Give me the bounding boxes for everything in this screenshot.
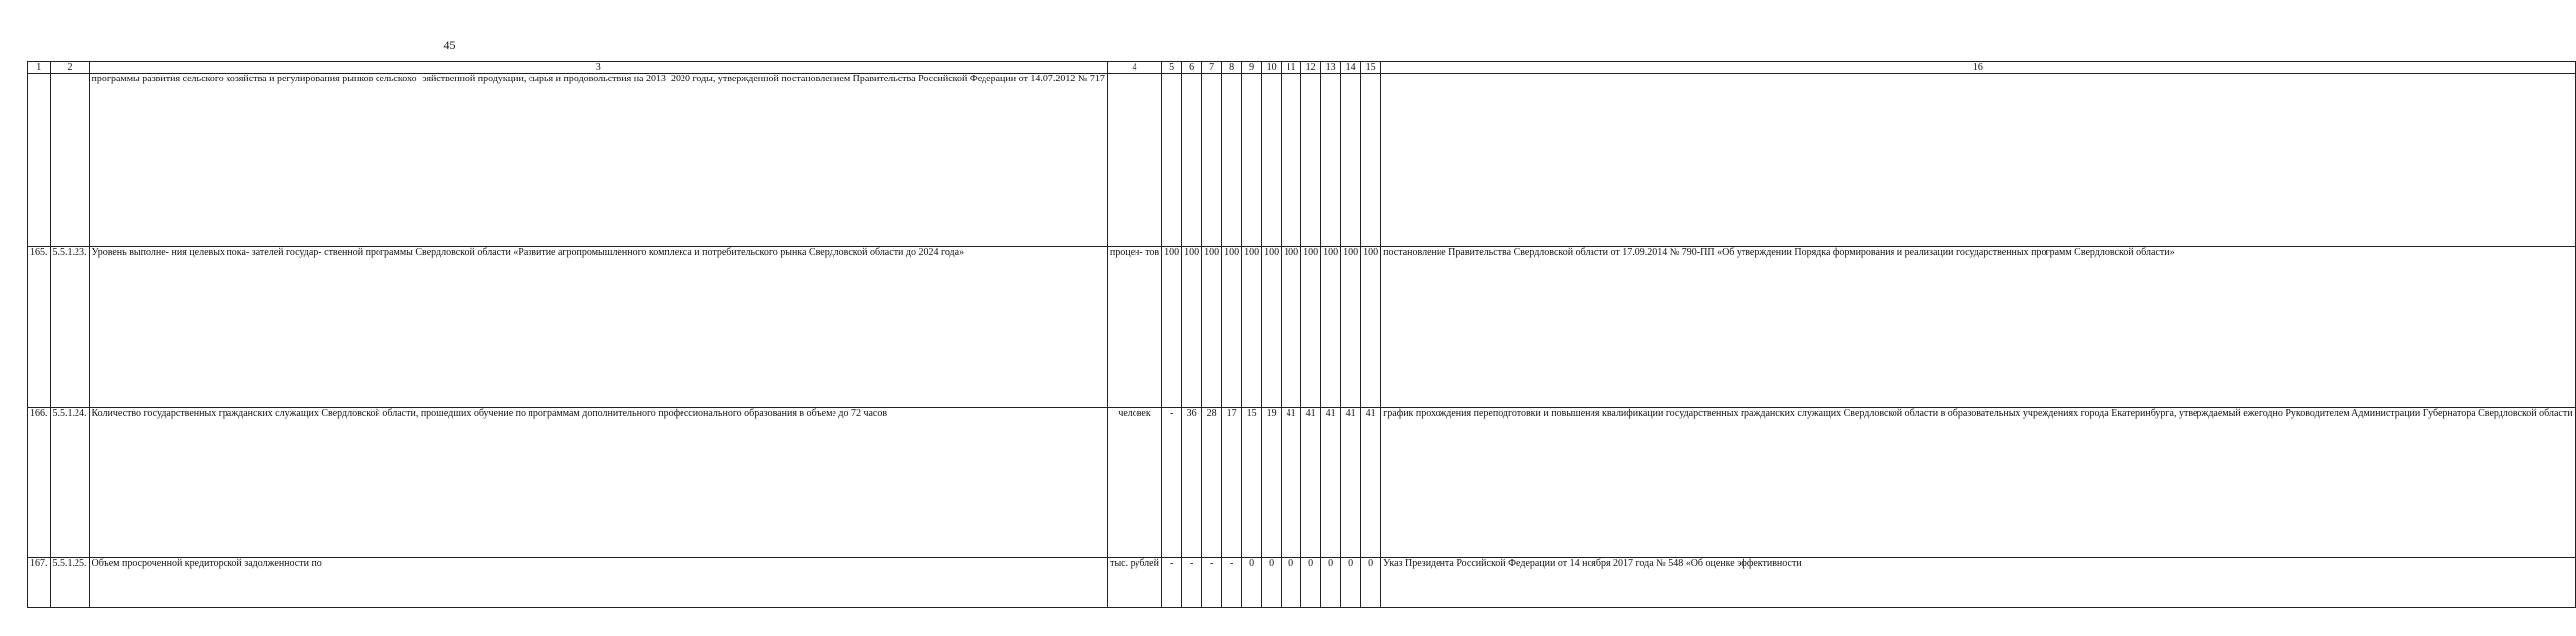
value-cell: 19 — [1262, 408, 1282, 558]
value-cell: 41 — [1321, 408, 1341, 558]
table-row — [28, 247, 2576, 408]
basis-text — [1381, 74, 2575, 247]
value-cell: 100 — [1162, 247, 1182, 408]
indicator-name: Количество государственных гражданских служащих Свердловской области, прошедших обучение по программам дополнительного профессионального образования в объеме до 72 часов — [89, 408, 1107, 558]
value-cell: 15 — [1242, 408, 1262, 558]
value-cell: - — [1162, 408, 1182, 558]
table-row — [28, 558, 2576, 608]
value-cell — [1282, 74, 1301, 247]
value-cell: 36 — [1182, 408, 1202, 558]
column-header: 14 — [1341, 62, 1361, 74]
value-cell: 41 — [1282, 408, 1301, 558]
row-number: 167. — [28, 558, 51, 608]
column-header: 12 — [1301, 62, 1321, 74]
basis-text: постановление Правительства Свердловской области от 17.09.2014 № 790-ПП «Об утверждении Порядка формирования и реализации государственных программ Свердловской области» — [1381, 247, 2575, 408]
value-cell — [1242, 74, 1262, 247]
unit: процен- тов — [1107, 247, 1161, 408]
value-cell: 100 — [1182, 247, 1202, 408]
column-header: 2 — [50, 62, 89, 74]
value-cell: - — [1202, 558, 1222, 608]
column-header: 16 — [1381, 62, 2575, 74]
value-cell: 100 — [1262, 247, 1282, 408]
row-code: 5.5.1.23. — [50, 247, 89, 408]
value-cell: 100 — [1242, 247, 1262, 408]
value-cell: - — [1162, 558, 1182, 608]
column-header: 1 — [28, 62, 51, 74]
value-cell: 100 — [1341, 247, 1361, 408]
value-cell: 41 — [1301, 408, 1321, 558]
value-cell: 0 — [1242, 558, 1262, 608]
value-cell: 100 — [1301, 247, 1321, 408]
column-header: 10 — [1262, 62, 1282, 74]
row-number — [28, 74, 51, 247]
value-cell — [1182, 74, 1202, 247]
column-header: 9 — [1242, 62, 1262, 74]
value-cell: 100 — [1321, 247, 1341, 408]
value-cell: 0 — [1341, 558, 1361, 608]
value-cell: 17 — [1222, 408, 1242, 558]
row-code: 5.5.1.24. — [50, 408, 89, 558]
column-header: 11 — [1282, 62, 1301, 74]
column-header: 3 — [89, 62, 1107, 74]
value-cell — [1202, 74, 1222, 247]
value-cell — [1321, 74, 1341, 247]
value-cell: - — [1222, 558, 1242, 608]
basis-text: Указ Президента Российской Федерации от 14 ноября 2017 года № 548 «Об оценке эффективности — [1381, 558, 2575, 608]
value-cell — [1341, 74, 1361, 247]
table-header-row — [28, 62, 2576, 74]
unit: тыс. рублей — [1107, 558, 1161, 608]
column-header: 13 — [1321, 62, 1341, 74]
value-cell — [1301, 74, 1321, 247]
value-cell: 100 — [1361, 247, 1381, 408]
value-cell: 28 — [1202, 408, 1222, 558]
value-cell — [1361, 74, 1381, 247]
value-cell: 100 — [1222, 247, 1242, 408]
value-cell — [1262, 74, 1282, 247]
value-cell: 100 — [1202, 247, 1222, 408]
value-cell — [1162, 74, 1182, 247]
value-cell: 0 — [1361, 558, 1381, 608]
row-number: 165. — [28, 247, 51, 408]
value-cell: 0 — [1301, 558, 1321, 608]
column-header: 7 — [1202, 62, 1222, 74]
column-header: 15 — [1361, 62, 1381, 74]
column-header: 4 — [1107, 62, 1161, 74]
column-header: 6 — [1182, 62, 1202, 74]
page-number: 45 — [443, 38, 456, 52]
column-header: 5 — [1162, 62, 1182, 74]
value-cell: 100 — [1282, 247, 1301, 408]
row-number: 166. — [28, 408, 51, 558]
value-cell: 0 — [1282, 558, 1301, 608]
value-cell: 0 — [1321, 558, 1341, 608]
value-cell: 41 — [1361, 408, 1381, 558]
column-header: 8 — [1222, 62, 1242, 74]
value-cell: 41 — [1341, 408, 1361, 558]
unit: человек — [1107, 408, 1161, 558]
value-cell — [1222, 74, 1242, 247]
basis-text: график прохождения переподготовки и повышения квалификации государственных гражданских служащих Свердловской области в образовательных учреждениях города Екатеринбурга, утверждаемый ежегодно Руководителем Администрации Губернатора Свердловской области — [1381, 408, 2575, 558]
row-code — [50, 74, 89, 247]
table-row — [28, 74, 2576, 247]
table-row — [28, 408, 2576, 558]
unit — [1107, 74, 1161, 247]
indicator-name: Уровень выполне- ния целевых пока- зателей государ- ственной программы Свердловской области «Развитие агропромышленного комплекса и потребительского рынка Свердловской области до 2024 года» — [89, 247, 1107, 408]
row-code: 5.5.1.25. — [50, 558, 89, 608]
value-cell: - — [1182, 558, 1202, 608]
indicators-table — [27, 61, 2576, 608]
indicator-name: Объем просроченной кредиторской задолженности по — [89, 558, 1107, 608]
value-cell: 0 — [1262, 558, 1282, 608]
indicator-name: программы развития сельского хозяйства и регулирования рынков сельскохо- зяйственной продукции, сырья и продовольствия на 2013–2020 годы, утвержденной постановлением Правительства Российской Федерации от 14.07.2012 № 717 — [89, 74, 1107, 247]
